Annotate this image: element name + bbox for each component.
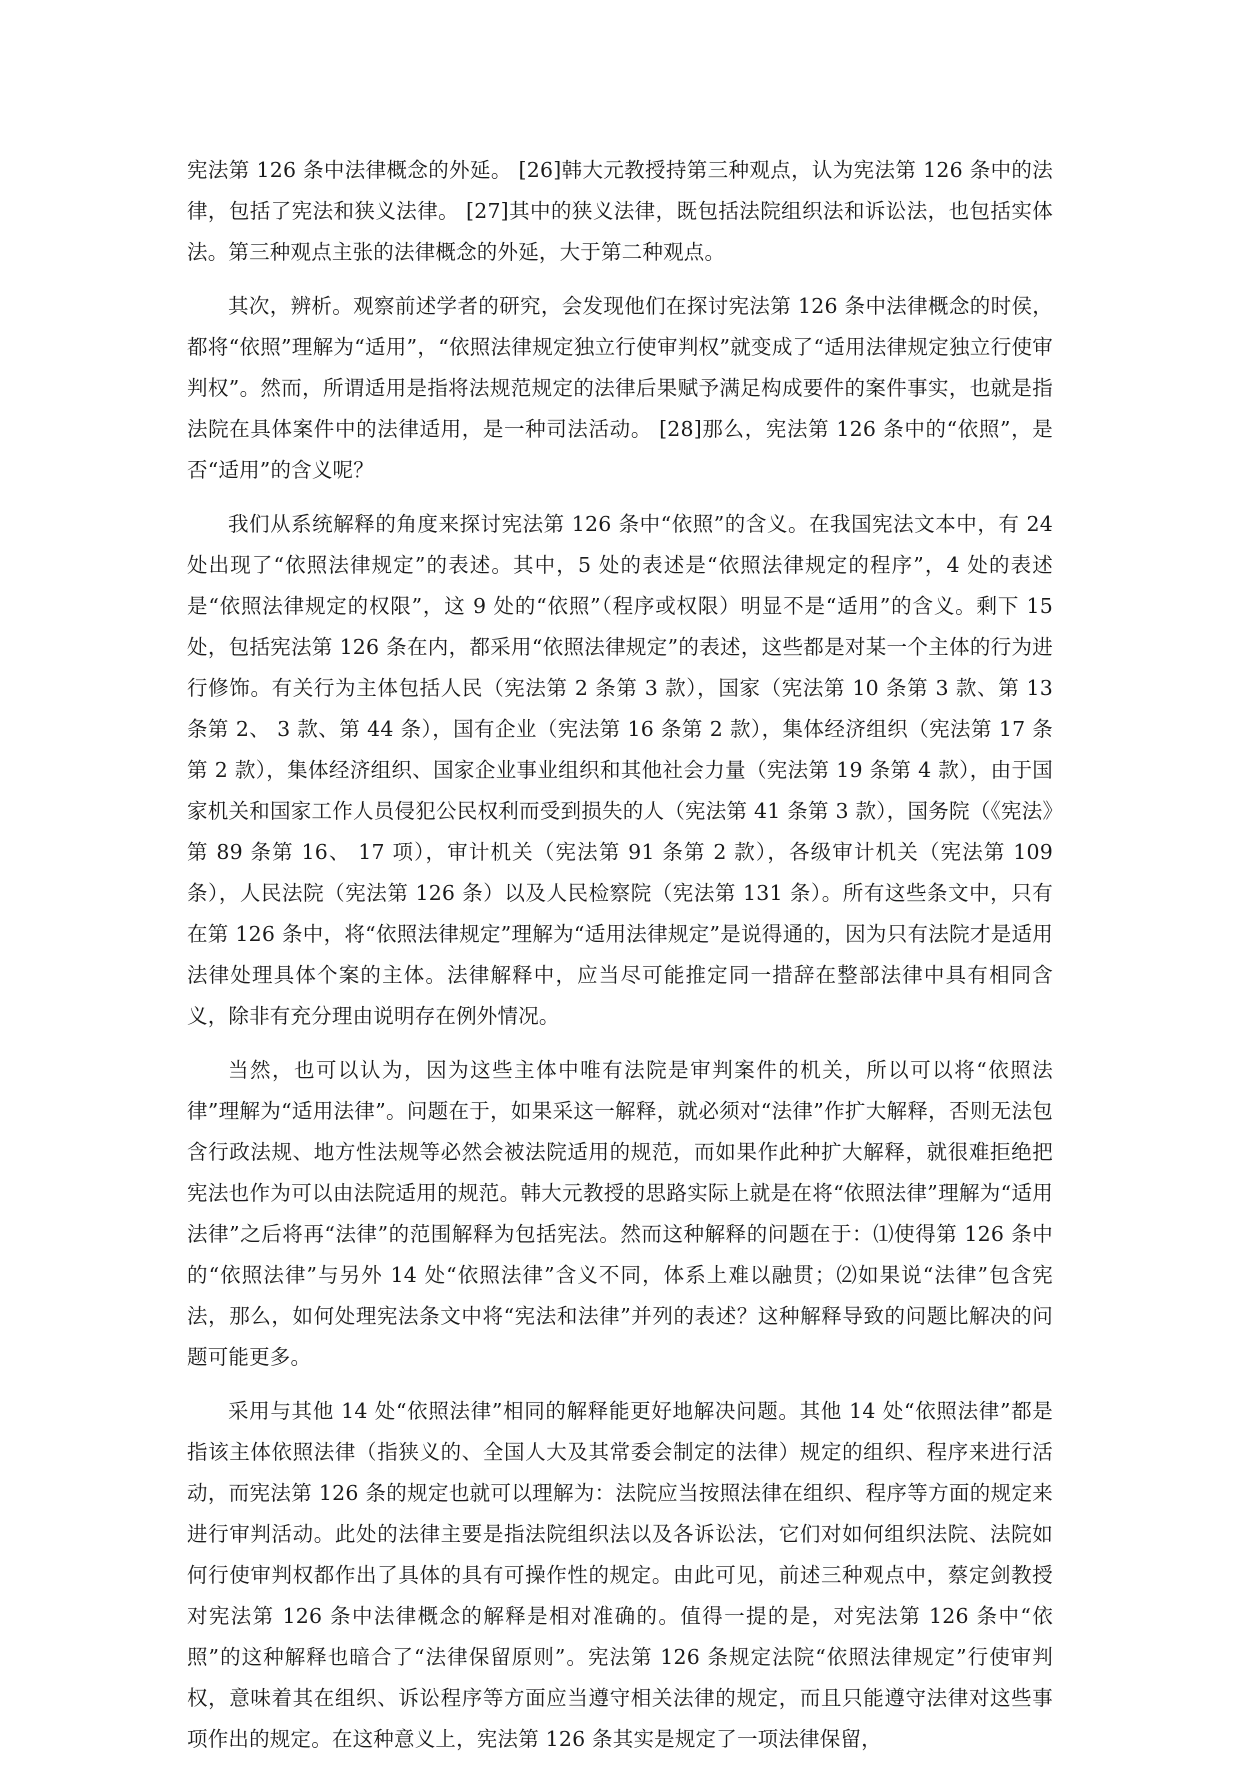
paragraph-4: 当然，也可以认为，因为这些主体中唯有法院是审判案件的机关，所以可以将“依照法律”理解为“适用法律”。问题在于，如果采这一解释，就必须对“法律”作扩大解释，否则无法包含行政法规、地方性法规等必然会被法院适用的规范，而如果作此种扩大解释，就很难拒绝把宪法也作为可以由法院适用的规范。韩大元教授的思路实际上就是在将“依照法律”理解为“适用法律”之后将再“法律”的范围解释为包括宪法。然而这种解释的问题在于：⑴使得第 126 条中的“依照法律”与另外 14 处“依照法律”含义不同，体系上难以融贯；⑵如果说“法律”包含宪法，那么，如何处理宪法条文中将“宪法和法律”并列的表述？这种解释导致的问题比解决的问题可能更多。	[187, 1058, 1053, 1369]
paragraph-1: 宪法第 126 条中法律概念的外延。 [26]韩大元教授持第三种观点，认为宪法第 126 条中的法律，包括了宪法和狭义法律。 [27]其中的狭义法律，既包括法院组织法和诉讼法，也包括实体法。第三种观点主张的法律概念的外延，大于第二种观点。	[187, 158, 1053, 264]
paragraph-3: 我们从系统解释的角度来探讨宪法第 126 条中“依照”的含义。在我国宪法文本中，有 24 处出现了“依照法律规定”的表述。其中，5 处的表述是“依照法律规定的程序”，4 处的表述是“依照法律规定的权限”，这 9 处的“依照”（程序或权限）明显不是“适用”的含义。剩下 15 处，包括宪法第 126 条在内，都采用“依照法律规定”的表述，这些都是对某一个主体的行为进行修饰。有关行为主体包括人民（宪法第 2 条第 3 款），国家（宪法第 10 条第 3 款、第 13 条第 2、 3 款、第 44 条），国有企业（宪法第 16 条第 2 款），集体经济组织（宪法第 17 条第 2 款），集体经济组织、国家企业事业组织和其他社会力量（宪法第 19 条第 4 款），由于国家机关和国家工作人员侵犯公民权利而受到损失的人（宪法第 41 条第 3 款），国务院（《宪法》第 89 条第 16、 17 项），审计机关（宪法第 91 条第 2 款），各级审计机关（宪法第 109 条），人民法院（宪法第 126 条）以及人民检察院（宪法第 131 条）。所有这些条文中，只有在第 126 条中，将“依照法律规定”理解为“适用法律规定”是说得通的，因为只有法院才是适用法律处理具体个案的主体。法律解释中，应当尽可能推定同一措辞在整部法律中具有相同含义，除非有充分理由说明存在例外情况。	[187, 512, 1053, 1028]
body-text	[187, 150, 1053, 1773]
paragraph-5: 采用与其他 14 处“依照法律”相同的解释能更好地解决问题。其他 14 处“依照法律”都是指该主体依照法律（指狭义的、全国人大及其常委会制定的法律）规定的组织、程序来进行活动，而宪法第 126 条的规定也就可以理解为：法院应当按照法律在组织、程序等方面的规定来进行审判活动。此处的法律主要是指法院组织法以及各诉讼法，它们对如何组织法院、法院如何行使审判权都作出了具体的具有可操作性的规定。由此可见，前述三种观点中，蔡定剑教授对宪法第 126 条中法律概念的解释是相对准确的。值得一提的是，对宪法第 126 条中“依照”的这种解释也暗合了“法律保留原则”。宪法第 126 条规定法院“依照法律规定”行使审判权，意味着其在组织、诉讼程序等方面应当遵守相关法律的规定，而且只能遵守法律对这些事项作出的规定。在这种意义上，宪法第 126 条其实是规定了一项法律保留，	[187, 1399, 1053, 1751]
paragraph-2: 其次，辨析。观察前述学者的研究，会发现他们在探讨宪法第 126 条中法律概念的时侯，都将“依照”理解为“适用”，“依照法律规定独立行使审判权”就变成了“适用法律规定独立行使审判权”。然而，所谓适用是指将法规范规定的法律后果赋予满足构成要件的案件事实，也就是指法院在具体案件中的法律适用，是一种司法活动。 [28]那么，宪法第 126 条中的“依照”，是否“适用”的含义呢？	[187, 294, 1053, 482]
